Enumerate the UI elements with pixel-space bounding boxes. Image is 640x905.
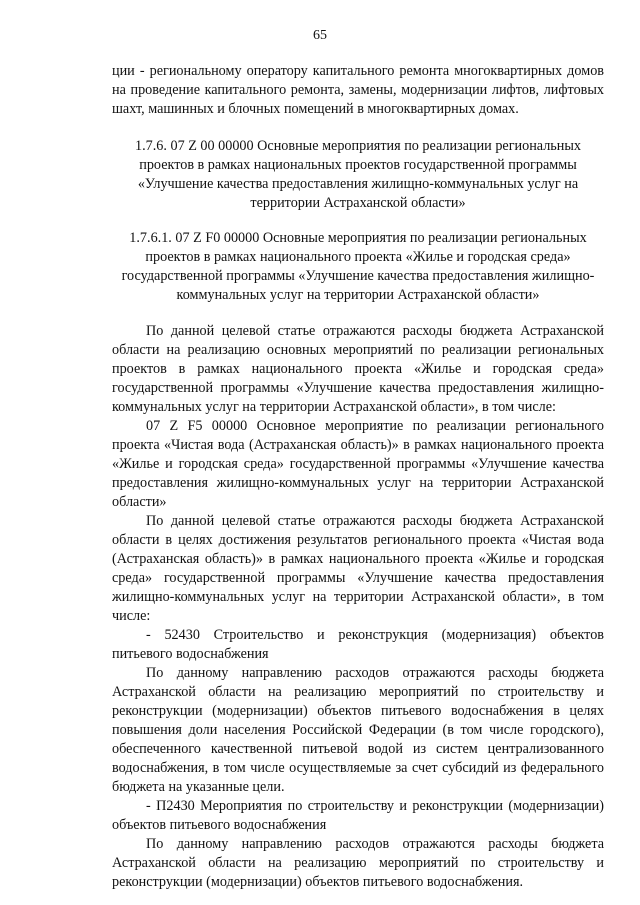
- section-heading-1-7-6: 1.7.6. 07 Z 00 00000 Основные мероприятия по реализации региональных проектов в рамках национальных проектов государственной программы «Улучшение качества предоставления жилищно-коммунальных услуг на территории Астраханской области»: [135, 138, 581, 211]
- page-number: 65: [313, 28, 327, 43]
- list-item: - П2430 Мероприятия по строительству и реконструкции (модернизации) объектов питьевого водоснабжения: [112, 798, 604, 833]
- section-heading-1-7-6-1: 1.7.6.1. 07 Z F0 00000 Основные мероприятия по реализации региональных проектов в рамках национального проекта «Жилье и городская среда» государственной программы «Улучшение качества предоставления жилищно-коммунальных услуг на территории Астраханской области»: [121, 230, 595, 303]
- body-paragraph: По данной целевой статье отражаются расходы бюджета Астраханской области в целях достижения результатов регионального проекта «Чистая вода (Астраханская область)» в рамках национального проекта «Жилье и городская среда» государственной программы «Улучшение качества предоставления жилищно-коммунальных услуг на территории Астраханской области», в том числе:: [112, 513, 604, 624]
- body-paragraph: По данному направлению расходов отражаются расходы бюджета Астраханской области на реализацию мероприятий по строительству и реконструкции (модернизации) объектов питьевого водоснабжения.: [112, 836, 604, 890]
- body-paragraph: По данному направлению расходов отражаются расходы бюджета Астраханской области на реализацию мероприятий по строительству и реконструкции (модернизации) объектов питьевого водоснабжения в целях повышения доли населения Российской Федерации (в том числе городского), обеспеченного качественной питьевой водой из систем централизованного водоснабжения, в том числе осуществляемые за счет субсидий из федерального бюджета на указанные цели.: [112, 665, 604, 795]
- list-item: - 52430 Строительство и реконструкция (модернизация) объектов питьевого водоснабжения: [112, 627, 604, 662]
- page-content: [112, 62, 604, 892]
- body-paragraph: 07 Z F5 00000 Основное мероприятие по реализации регионального проекта «Чистая вода (Астраханская область)» в рамках национального проекта «Жилье и городская среда» государственной программы «Улучшение качества предоставления жилищно-коммунальных услуг на территории Астраханской области»: [112, 418, 604, 510]
- body-paragraph: По данной целевой статье отражаются расходы бюджета Астраханской области на реализацию основных мероприятий по реализации региональных проектов в рамках национального проекта «Жилье и городская среда» государственной программы «Улучшение качества предоставления жилищно-коммунальных услуг на территории Астраханской области», в том числе:: [112, 323, 604, 415]
- continuation-paragraph: ции - региональному оператору капитального ремонта многоквартирных домов на проведение капитального ремонта, замены, модернизации лифтов, лифтовых шахт, машинных и блочных помещений в многоквартирных домах.: [112, 63, 604, 117]
